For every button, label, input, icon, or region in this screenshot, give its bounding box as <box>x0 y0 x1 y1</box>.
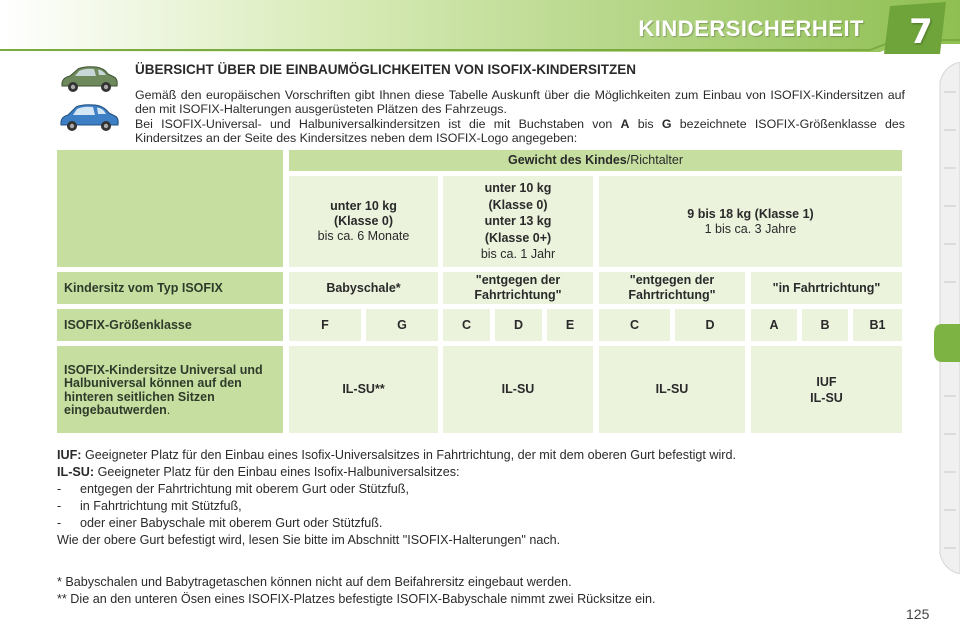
header-title: KINDERSICHERHEIT <box>638 16 864 41</box>
footnote-2: ** Die an den unteren Ösen eines ISOFIX-Platzes befestigte ISOFIX-Babyschale nimmt zwei Rücksitze ein. <box>57 592 656 606</box>
table-corner-cell <box>57 150 283 267</box>
intro-paragraph-1: Gemäß den europäischen Vorschriften gibt Ihnen diese Tabelle Auskunft über die Möglichkeiten zum Einbau von ISOFIX-Kindersitzen auf den mit ISOFIX-Halterungen ausgerüsteten Plätzen des Fahrzeugs. <box>135 88 905 116</box>
seat-cell: IL-SU <box>443 346 593 433</box>
seat-cell-iuf: IUF IL-SU <box>751 346 902 433</box>
seat-cell: IL-SU <box>599 346 745 433</box>
footnote-1: * Babyschalen und Babytragetaschen können nicht auf dem Beifahrersitz eingebaut werden. <box>57 575 572 589</box>
size-cell: D <box>675 309 745 341</box>
chapter-number: 7 <box>909 12 933 52</box>
car-green-icon <box>58 64 120 96</box>
intro-paragraph-2: Bei ISOFIX-Universal- und Halbuniversalkindersitzen ist die mit Buchstaben von A bis G bezeichnete ISOFIX-Größenklasse des Kindersitzes an der Seite des Kindersitzes neben dem ISOFIX-Logo angegeben: <box>135 117 905 145</box>
type-cell: "in Fahrtrichtung" <box>751 272 902 304</box>
weight-group-1: unter 10 kg (Klasse 0) bis ca. 6 Monate <box>289 176 438 267</box>
weight-group-3: 9 bis 18 kg (Klasse 1) 1 bis ca. 3 Jahre <box>599 176 902 267</box>
car-blue-icon <box>58 101 120 135</box>
footnotes <box>57 574 907 608</box>
row-label-type: Kindersitz vom Typ ISOFIX <box>57 272 283 304</box>
note-ilsu: IL-SU: Geeigneter Platz für den Einbau eines Isofix-Halbuniversalsitzes: <box>57 465 460 479</box>
seat-cell: IL-SU** <box>289 346 438 433</box>
section-title: ÜBERSICHT ÜBER DIE EINBAUMÖGLICHKEITEN VON ISOFIX-KINDERSITZEN <box>135 62 637 77</box>
size-cell: C <box>443 309 490 341</box>
size-cell: C <box>599 309 670 341</box>
note-bullet: - in Fahrtrichtung mit Stützfuß, <box>57 499 242 513</box>
size-cell: B1 <box>853 309 902 341</box>
type-cell: "entgegen der Fahrtrichtung" <box>443 272 593 304</box>
size-cell: E <box>547 309 593 341</box>
size-cell: B <box>802 309 848 341</box>
note-closing: Wie der obere Gurt befestigt wird, lesen Sie bitte im Abschnitt "ISOFIX-Halterungen" nach. <box>57 533 561 547</box>
weight-group-2: unter 10 kg (Klasse 0) unter 13 kg (Klasse 0+) bis ca. 1 Jahr <box>443 176 593 267</box>
note-bullet: - entgegen der Fahrtrichtung mit oberem Gurt oder Stützfuß, <box>57 482 409 496</box>
size-cell: G <box>366 309 438 341</box>
size-cell: A <box>751 309 797 341</box>
note-bullet: - oder einer Babyschale mit oberem Gurt oder Stützfuß. <box>57 516 383 530</box>
row-label-size: ISOFIX-Größenklasse <box>57 309 283 341</box>
chapter-tab-strip <box>930 62 960 574</box>
notes-block <box>57 447 907 549</box>
type-cell: Babyschale* <box>289 272 438 304</box>
size-cell: F <box>289 309 361 341</box>
page-number: 125 <box>906 606 930 622</box>
type-cell: "entgegen der Fahrtrichtung" <box>599 272 745 304</box>
size-cell: D <box>495 309 542 341</box>
row-label-seats: ISOFIX-Kindersitze Universal und Halbuniversal können auf den hinteren seitlichen Sitzen eingebautwerden. <box>57 346 283 433</box>
weight-header: Gewicht des Kindes/Richtalter <box>289 150 902 171</box>
note-iuf: IUF: Geeigneter Platz für den Einbau eines Isofix-Universalsitzes in Fahrtrichtung, der mit dem oberen Gurt befestigt wird. <box>57 448 736 462</box>
